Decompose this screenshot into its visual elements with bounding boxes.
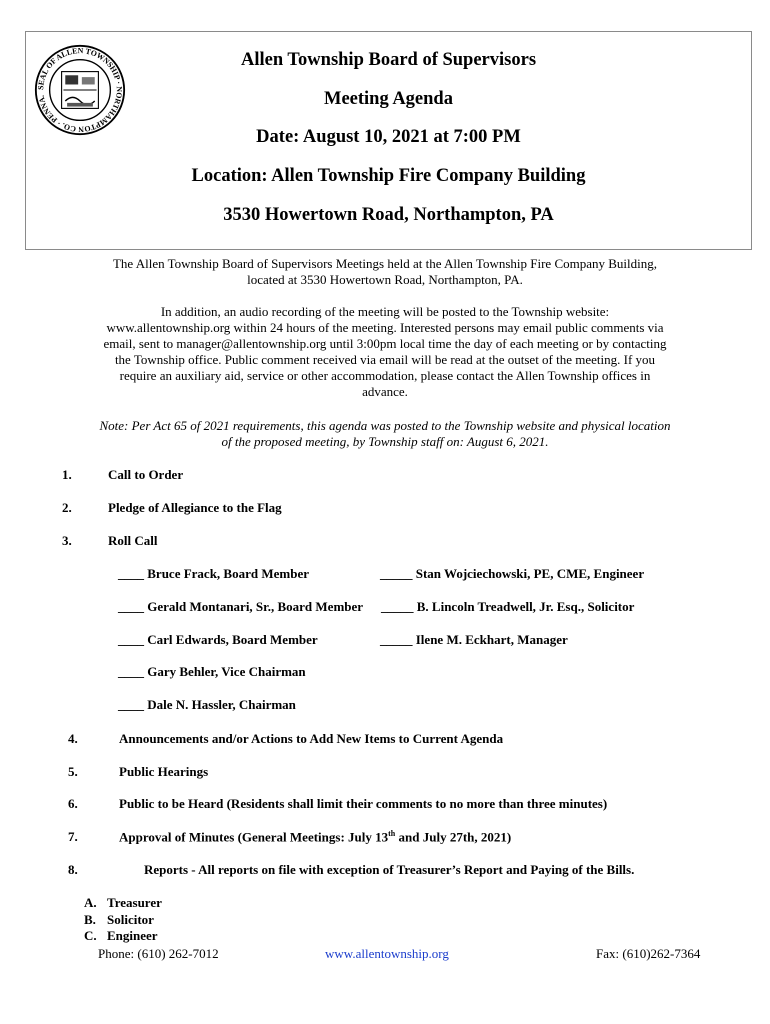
roll-call-entry: _____ B. Lincoln Treadwell, Jr. Esq., Solicitor <box>381 599 635 614</box>
agenda-item-number: 6. <box>68 796 78 811</box>
footer-phone: Phone: (610) 262-7012 <box>98 946 219 961</box>
intro-line: In addition, an audio recording of the meeting will be posted to the Township website: <box>160 304 610 319</box>
agenda-item-call-to-order: Call to Order <box>108 467 184 482</box>
meeting-address: 3530 Howertown Road, Northampton, PA <box>223 205 554 225</box>
roll-call-entry: ____ Dale N. Hassler, Chairman <box>118 697 296 712</box>
agenda-item-number: 2. <box>62 500 72 515</box>
roll-call-entry: ____ Bruce Frack, Board Member <box>118 566 309 581</box>
list-item <box>84 912 162 929</box>
seal-text: SEAL OF ALLEN TOWNSHIP · NORTHAMPTON CO. · PENNA. <box>36 46 124 134</box>
intro-line: email, sent to manager@allentownship.org until 3:00pm local time the day of each meeting or by contacting <box>103 336 667 351</box>
note-line: of the proposed meeting, by Township staff on: August 6, 2021. <box>221 434 549 449</box>
meeting-location: Location: Allen Township Fire Company Building <box>191 166 586 186</box>
intro-line: The Allen Township Board of Supervisors Meetings held at the Allen Township Fire Company Building, <box>112 256 658 271</box>
header-box <box>25 31 752 250</box>
list-letter: A. <box>84 895 97 910</box>
agenda-item-number: 1. <box>62 467 72 482</box>
report-label: Treasurer <box>107 895 162 910</box>
list-item <box>84 928 162 945</box>
roll-call-entry: ____ Carl Edwards, Board Member <box>118 632 318 647</box>
note-line: Note: Per Act 65 of 2021 requirements, this agenda was posted to the Township website and physical location <box>99 418 671 433</box>
intro-line: www.allentownship.org within 24 hours of the meeting. Interested persons may email public comments via <box>106 320 664 335</box>
agenda-item-pledge: Pledge of Allegiance to the Flag <box>108 500 282 515</box>
list-letter: C. <box>84 928 97 943</box>
agenda-item-number: 7. <box>68 829 78 844</box>
roll-call-entry: _____ Ilene M. Eckhart, Manager <box>380 632 568 647</box>
list-letter: B. <box>84 911 96 927</box>
agenda-item-reports: Reports - All reports on file with exception of Treasurer’s Report and Paying of the Bills. <box>144 862 635 877</box>
agenda-item-approval-of-minutes <box>119 829 511 845</box>
document-title: Allen Township Board of Supervisors <box>240 50 537 70</box>
agenda-item-number: 3. <box>62 533 72 548</box>
document-subtitle: Meeting Agenda <box>324 89 453 109</box>
posting-note <box>40 418 730 450</box>
agenda-item-number: 5. <box>68 764 78 779</box>
agenda-item-public-to-be-heard: Public to be Heard (Residents shall limit their comments to no more than three minutes) <box>119 796 608 811</box>
agenda-item-roll-call: Roll Call <box>108 533 158 548</box>
minutes-text-a: Approval of Minutes (General Meetings: July 13 <box>119 829 389 845</box>
agenda-item-announcements: Announcements and/or Actions to Add New Items to Current Agenda <box>119 731 504 746</box>
reports-list <box>84 895 162 945</box>
footer-fax: Fax: (610)262-7364 <box>596 946 701 961</box>
roll-call-entry: ____ Gary Behler, Vice Chairman <box>118 664 306 679</box>
intro-paragraph-2 <box>50 304 720 400</box>
report-label: Engineer <box>107 928 158 943</box>
agenda-item-public-hearings: Public Hearings <box>119 764 209 779</box>
intro-line: require an auxiliary aid, service or other accommodation, please contact the Allen Township offices in <box>119 368 651 383</box>
footer-website-link[interactable]: www.allentownship.org <box>325 946 449 961</box>
meeting-date: Date: August 10, 2021 at 7:00 PM <box>256 127 521 147</box>
intro-line: located at 3530 Howertown Road, Northampton, PA. <box>247 272 523 287</box>
roll-call-entry: _____ Stan Wojciechowski, PE, CME, Engineer <box>380 566 645 581</box>
agenda-item-number: 8. <box>68 862 78 877</box>
intro-line: the Township office. Public comment received via email will be read at the outset of the meeting. If you <box>114 352 656 367</box>
list-item <box>84 895 162 912</box>
report-label: Solicitor <box>107 911 154 927</box>
minutes-text-b: and July 27th, 2021) <box>395 829 512 845</box>
roll-call-entry: ____ Gerald Montanari, Sr., Board Member <box>118 599 364 614</box>
agenda-item-number: 4. <box>68 731 78 746</box>
minutes-superscript: th <box>388 829 396 838</box>
intro-paragraph-1 <box>50 256 720 288</box>
intro-line: advance. <box>362 384 408 399</box>
